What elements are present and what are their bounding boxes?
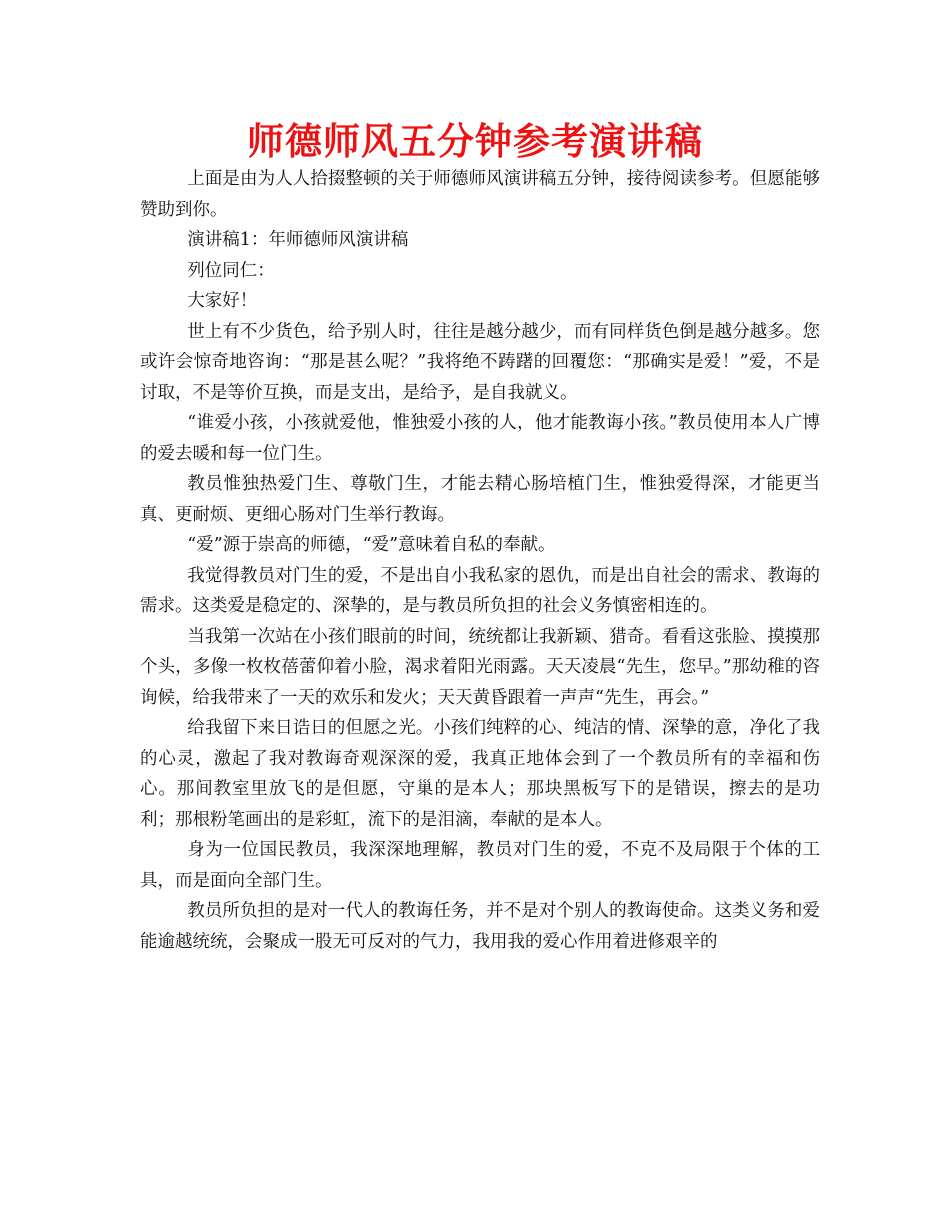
paragraph-body: 给我留下来日诰日的但愿之光。小孩们纯粹的心、纯洁的情、深挚的意，净化了我的心灵，激起了我对教诲奇观深深的爱，我真正地体会到了一个教员所有的幸福和伤心。那间教室里放飞的是但愿，守巢的是本人；那块黑板写下的是错误，擦去的是功利；那根粉笔画出的是彩虹，流下的是泪滴，奉献的是本人。 (140, 718, 820, 830)
paragraph-greeting: 大家好！ (187, 291, 258, 311)
paragraph-intro: 上面是由为人人拾掇整顿的关于师德师风演讲稿五分钟，接待阅读参考。但愿能够赞助到你。 (140, 169, 820, 220)
paragraph-body: 教员惟独热爱门生、尊敬门生，才能去精心肠培植门生，惟独爱得深，才能更当真、更耐烦、更细心肠对门生举行教诲。 (140, 474, 820, 525)
paragraph-body: 我觉得教员对门生的爱，不是出自小我私家的恩仇，而是出自社会的需求、教诲的需求。这类爱是稳定的、深挚的，是与教员所负担的社会义务慎密相连的。 (140, 565, 820, 616)
document-body (140, 164, 820, 957)
paragraph-salutation: 列位同仁： (187, 260, 275, 281)
paragraph-speech-heading: 演讲稿1：年师德师风演讲稿 (187, 230, 409, 250)
paragraph-body: “爱”源于崇高的师德，“爱”意味着自私的奉献。 (187, 535, 556, 555)
paragraph-body: 世上有不少货色，给予别人时，往往是越分越少，而有同样货色倒是越分越多。您或许会惊奇地咨询：“那是甚么呢？”我将绝不踌躇的回覆您：“那确实是爱！”爱，不是讨取，不是等价互换，而是支出，是给予，是自我就义。 (140, 321, 820, 403)
paragraph-body: “谁爱小孩，小孩就爱他，惟独爱小孩的人，他才能教诲小孩。”教员使用本人广博的爱去暖和每一位门生。 (140, 413, 820, 464)
document-title: 师德师风五分钟参考演讲稿 (247, 120, 703, 163)
paragraph-body: 身为一位国民教员，我深深地理解，教员对门生的爱，不克不及局限于个体的工具，而是面向全部门生。 (140, 840, 820, 891)
paragraph-body: 教员所负担的是对一代人的教诲任务，并不是对个别人的教诲使命。这类义务和爱能逾越统统，会聚成一股无可反对的气力，我用我的爱心作用着进修艰辛的 (140, 901, 820, 952)
paragraph-body: 当我第一次站在小孩们眼前的时间，统统都让我新颖、猎奇。看看这张脸、摸摸那个头，多像一枚枚蓓蕾仰着小脸，渴求着阳光雨露。天天凌晨“先生，您早。”那幼稚的咨询候，给我带来了一天的欢乐和发火；天天黄昏跟着一声声“先生，再会。” (140, 626, 820, 708)
